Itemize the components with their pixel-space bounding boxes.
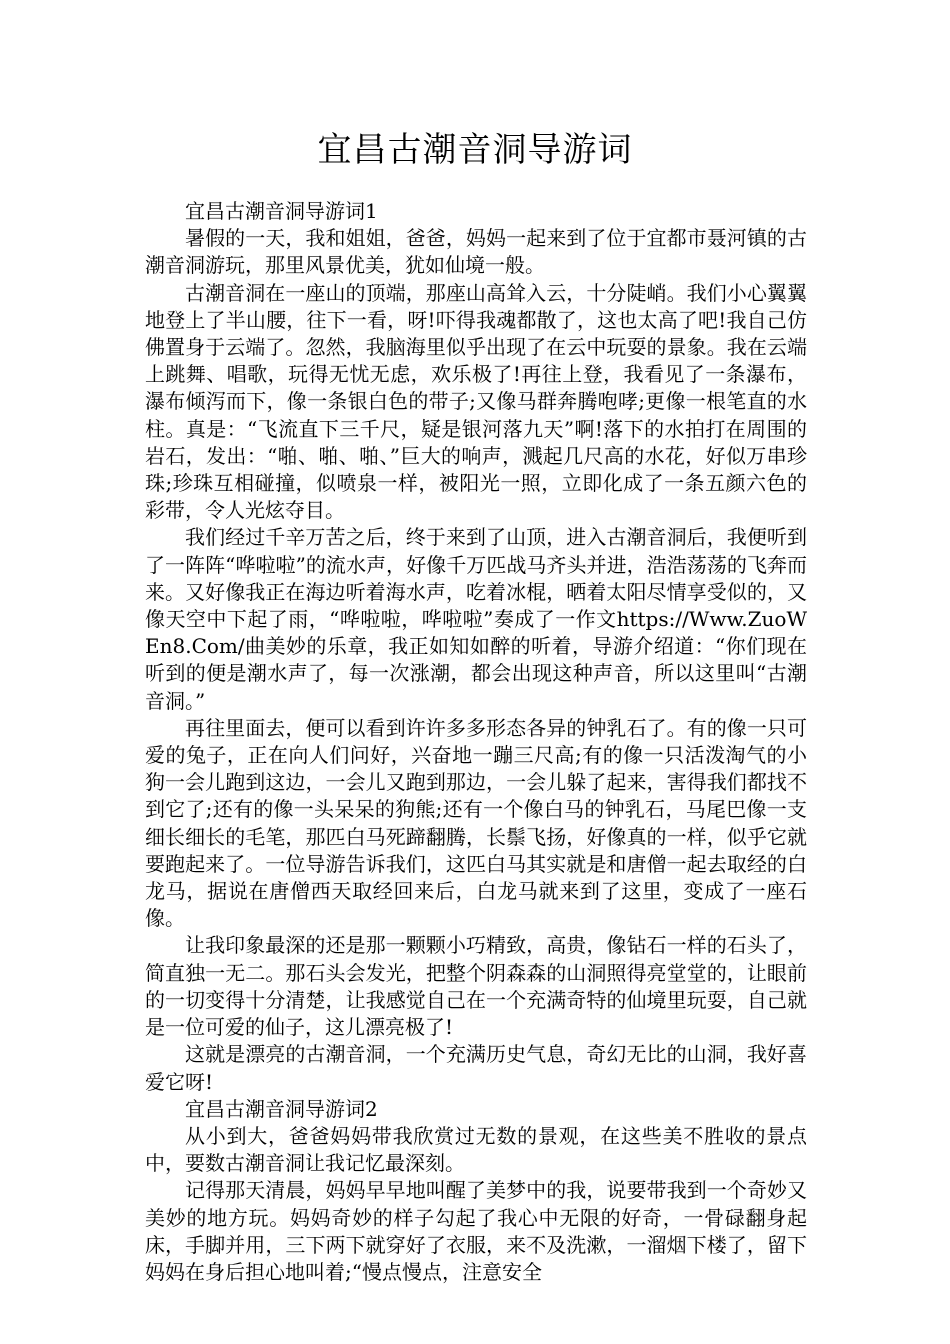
paragraph: 记得那天清晨，妈妈早早地叫醒了美梦中的我，说要带我到一个奇妙又美妙的地方玩。妈妈奇妙的样子勾起了我心中无限的好奇，一骨碌翻身起床，手脚并用，三下两下就穿好了衣服，来不及洗漱，一溜烟下楼了，留下妈妈在身后担心地叫着;“慢点慢点，注意安全 <box>145 1178 807 1284</box>
paragraph: 让我印象最深的还是那一颗颗小巧精致，高贵，像钻石一样的石头了，简直独一无二。那石头会发光，把整个阴森森的山洞照得亮堂堂的，让眼前的一切变得十分清楚，让我感觉自己在一个充满奇特的仙境里玩耍，自己就是一位可爱的仙子，这儿漂亮极了! <box>145 933 807 1040</box>
paragraph: 古潮音洞在一座山的顶端，那座山高耸入云，十分陡峭。我们小心翼翼地登上了半山腰，往下一看，呀!吓得我魂都散了，这也太高了吧!我自己仿佛置身于云端了。忽然，我脑海里似乎出现了在云中玩耍的景象。我在云端上跳舞、唱歌，玩得无忧无虑，欢乐极了!再往上登，我看见了一条瀑布，瀑布倾泻而下，像一条银白色的带子;又像马群奔腾咆哮;更像一根笔直的水柱。真是：“飞流直下三千尺，疑是银河落九天”啊!落下的水拍打在周围的岩石，发出：“啪、啪、啪、”巨大的响声，溅起几尺高的水花，好似万串珍珠;珍珠互相碰撞，似喷泉一样，被阳光一照，立即化成了一条五颜六色的彩带，令人光炫夺目。 <box>145 280 807 523</box>
page-title: 宜昌古潮音洞导游词 <box>317 130 633 170</box>
paragraph: 从小到大，爸爸妈妈带我欣赏过无数的景观，在这些美不胜收的景点中，要数古潮音洞让我记忆最深刻。 <box>145 1123 807 1176</box>
section-heading-2: 宜昌古潮音洞导游词2 <box>185 1096 378 1121</box>
document-body <box>145 198 807 1286</box>
section-heading-1: 宜昌古潮音洞导游词1 <box>185 199 378 223</box>
paragraph: 暑假的一天，我和姐姐，爸爸，妈妈一起来到了位于宜都市聂河镇的古潮音洞游玩，那里风景优美，犹如仙境一般。 <box>145 226 807 278</box>
paragraph: 再往里面去，便可以看到许许多多形态各异的钟乳石了。有的像一只可爱的兔子，正在向人们问好，兴奋地一蹦三尺高;有的像一只活泼淘气的小狗一会儿跑到这边，一会儿又跑到那边，一会儿躲了起来，害得我们都找不到它了;还有的像一头呆呆的狗熊;还有一个像白马的钟乳石，马尾巴像一支细长细长的毛笔，那匹白马死蹄翻腾，长鬃飞扬，好像真的一样，似乎它就要跑起来了。一位导游告诉我们，这匹白马其实就是和唐僧一起去取经的白龙马，据说在唐僧西天取经回来后，白龙马就来到了这里，变成了一座石像。 <box>145 715 807 931</box>
paragraph: 这就是漂亮的古潮音洞，一个充满历史气息，奇幻无比的山洞，我好喜爱它呀! <box>145 1042 807 1094</box>
paragraph: 我们经过千辛万苦之后，终于来到了山顶，进入古潮音洞后，我便听到了一阵阵“哗啦啦”的流水声，好像千万匹战马齐头并进，浩浩荡荡的飞奔而来。又好像我正在海边听着海水声，吃着冰棍，晒着太阳尽情享受似的，又像天空中下起了雨，“哗啦啦，哗啦啦”奏成了一作文https://Www.ZuoWEn8.Com/曲美妙的乐章，我正如知如醉的听着，导游介绍道：“你们现在听到的便是潮水声了，每一次涨潮，都会出现这种声音，所以这里叫“古潮音洞。” <box>145 525 807 713</box>
